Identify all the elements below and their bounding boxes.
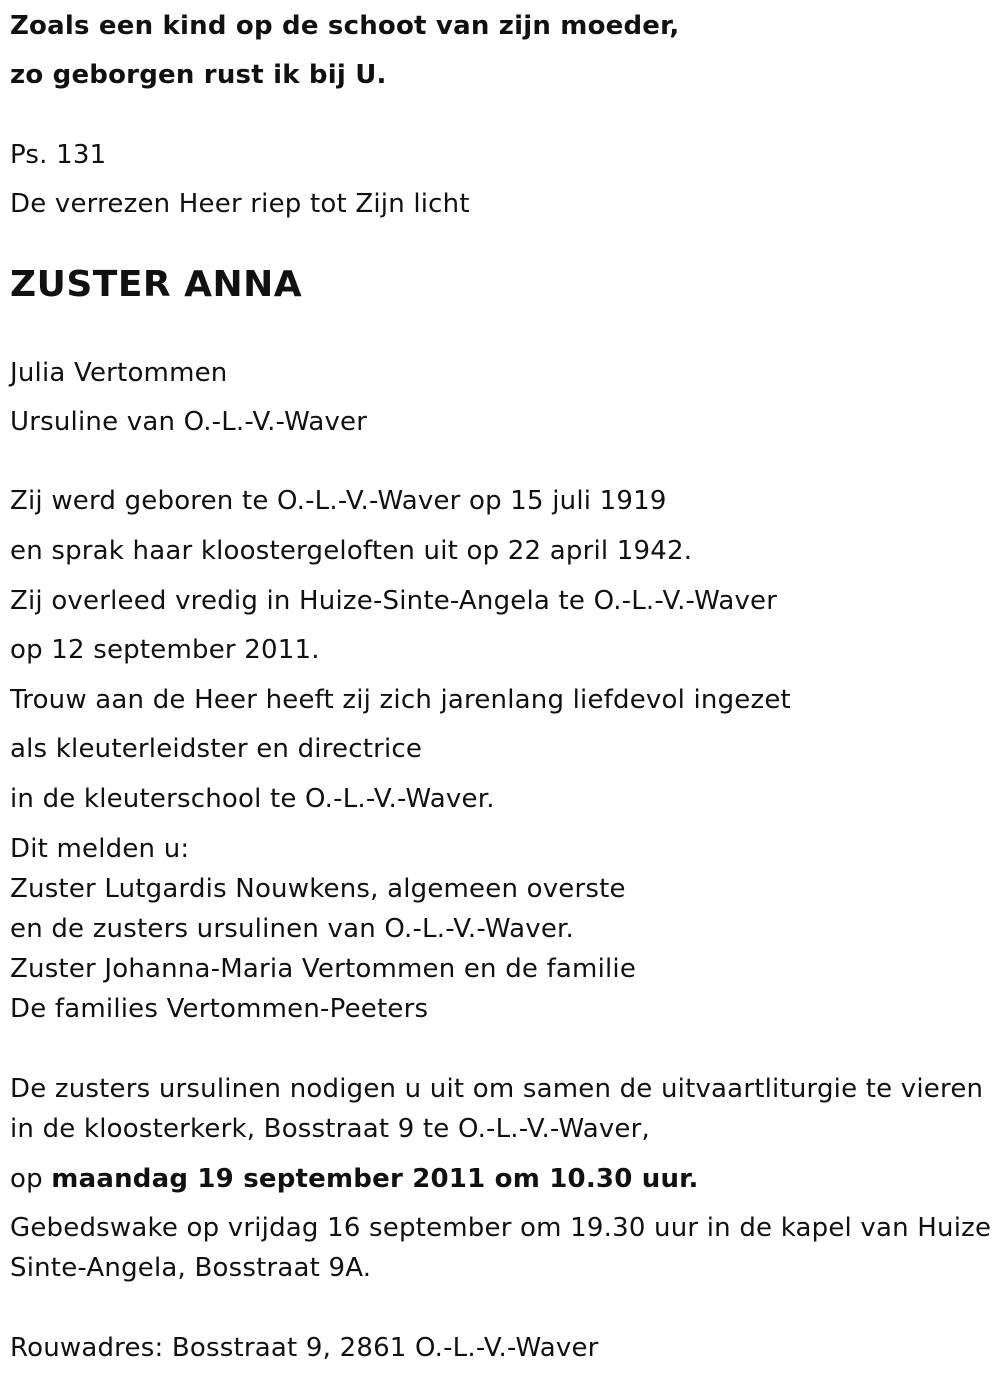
intro-line: De verrezen Heer riep tot Zijn licht	[10, 189, 470, 219]
announce-line: en de zusters ursulinen van O.-L.-V.-Waver.	[10, 914, 575, 944]
religious-order: Ursuline van O.-L.-V.-Waver	[10, 407, 368, 437]
motto-line-2: zo geborgen rust ik bij U.	[10, 60, 387, 90]
bio-line: Trouw aan de Heer heeft zij zich jarenlang liefdevol ingezet	[10, 685, 791, 715]
announce-line: De families Vertommen-Peeters	[10, 994, 429, 1024]
bio-line: op 12 september 2011.	[10, 635, 320, 665]
funeral-date-prefix: op	[10, 1164, 43, 1194]
funeral-date-bold: maandag 19 september 2011 om 10.30 uur.	[51, 1164, 699, 1194]
announce-line: Zuster Johanna-Maria Vertommen en de familie	[10, 954, 637, 984]
funeral-invitation: De zusters ursulinen nodigen u uit om samen de uitvaartliturgie te vieren in de kloosterkerk, Bosstraat 9 te O.-L.-V.-Waver,	[10, 1074, 984, 1144]
announce-line: Zuster Lutgardis Nouwkens, algemeen overste	[10, 874, 626, 904]
motto-line-1: Zoals een kind op de schoot van zijn moeder,	[10, 11, 680, 41]
funeral-date	[10, 1162, 699, 1196]
bio-line: als kleuterleidster en directrice	[10, 734, 423, 764]
psalm-reference: Ps. 131	[10, 140, 107, 170]
vigil-info: Gebedswake op vrijdag 16 september om 19.30 uur in de kapel van Huize Sinte-Angela, Bosstraat 9A.	[10, 1213, 992, 1283]
bio-line: in de kleuterschool te O.-L.-V.-Waver.	[10, 784, 495, 814]
bio-line: Zij werd geboren te O.-L.-V.-Waver op 15 juli 1919	[10, 486, 667, 516]
page-title: ZUSTER ANNA	[10, 264, 303, 305]
bio-line: Zij overleed vredig in Huize-Sinte-Angela te O.-L.-V.-Waver	[10, 586, 778, 616]
mourning-address: Rouwadres: Bosstraat 9, 2861 O.-L.-V.-Waver	[10, 1333, 599, 1363]
announce-intro: Dit melden u:	[10, 834, 190, 864]
civil-name: Julia Vertommen	[10, 358, 228, 388]
bio-line: en sprak haar kloostergeloften uit op 22 april 1942.	[10, 536, 693, 566]
